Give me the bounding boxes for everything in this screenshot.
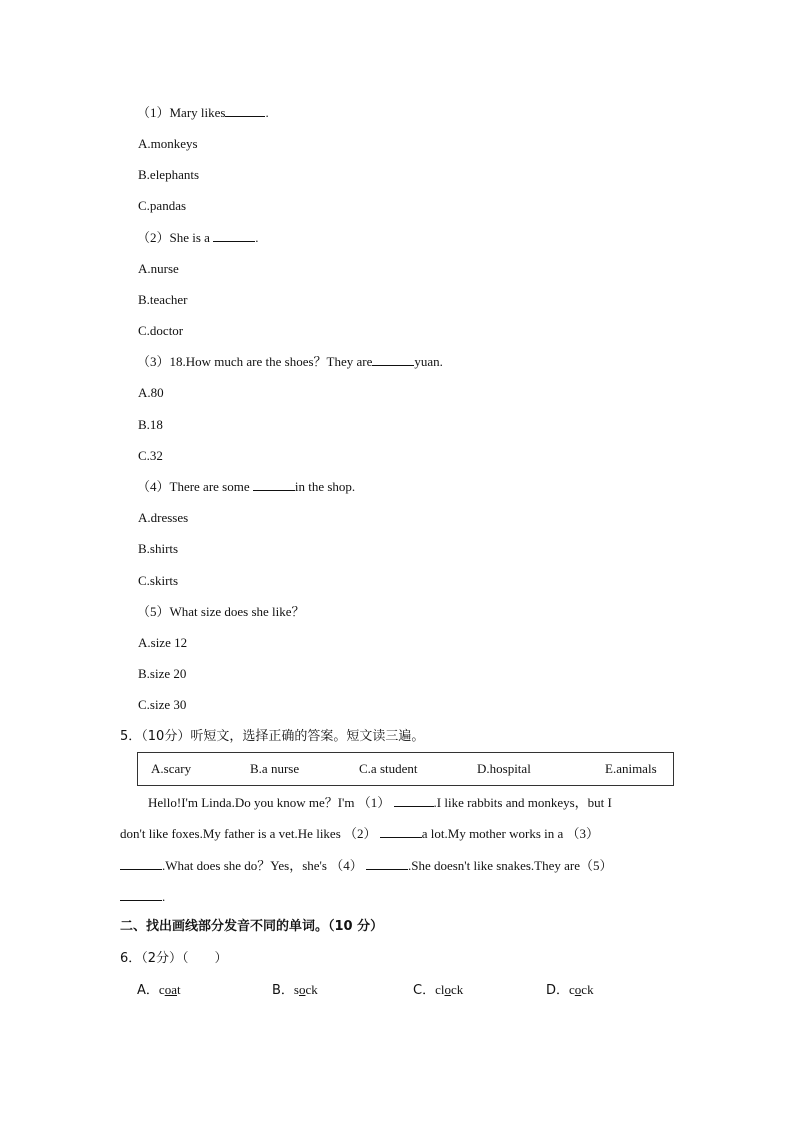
passage-line-2 — [120, 825, 599, 843]
word-part: ck — [305, 982, 318, 997]
option-b: B.teacher — [138, 292, 188, 307]
passage-text: Hello!I'm Linda.Do you know me？I'm （1） — [148, 795, 391, 810]
answer-blank — [253, 478, 295, 491]
answer-blank — [380, 825, 422, 838]
option-b: B.18 — [138, 417, 163, 432]
option-label: D． — [546, 983, 570, 998]
passage-text: . — [162, 889, 166, 904]
passage-text: don't like foxes.My father is a vet.He likes （2） — [120, 826, 377, 841]
word-bank — [137, 752, 674, 786]
question-text: （3）18.How much are the shoes？They are — [137, 354, 373, 369]
q6-option-d — [546, 981, 594, 1000]
word-bank-item: B.a nurse — [250, 761, 300, 776]
underlined-part: oa — [164, 982, 177, 997]
option-b: B.shirts — [138, 541, 179, 556]
word-bank-item: D.hospital — [477, 761, 531, 776]
passage-text: .I like rabbits and monkeys，but I — [433, 795, 612, 810]
question-6-title: 6．（2分）（ ） — [120, 951, 228, 966]
question-suffix: in the shop. — [294, 479, 356, 494]
q6-option-c — [413, 981, 463, 1000]
option-b: B.elephants — [138, 167, 200, 182]
question-2 — [137, 229, 258, 247]
option-b: B.size 20 — [138, 666, 187, 681]
option-a: A.size 12 — [138, 635, 188, 650]
question-text: （1）Mary likes — [137, 105, 226, 120]
passage-line-1 — [148, 794, 612, 812]
question-suffix: yuan. — [414, 354, 443, 369]
option-label: B． — [272, 983, 294, 998]
question-text: （4）There are some — [137, 479, 253, 494]
option-c: C.doctor — [138, 323, 184, 338]
answer-blank — [394, 794, 434, 807]
section-heading: 二、找出画线部分发音不同的单词。（10 分） — [120, 919, 384, 934]
word-bank-item: E.animals — [605, 761, 657, 776]
option-label: A． — [137, 983, 159, 998]
question-text: （2）She is a — [137, 230, 214, 245]
word-part: ck — [581, 982, 594, 997]
passage-text: .What does she do？Yes，she's （4） — [162, 858, 363, 873]
option-c: C.skirts — [138, 573, 179, 588]
underlined-part: o — [444, 982, 451, 997]
answer-blank — [225, 104, 265, 117]
option-c: C.32 — [138, 448, 163, 463]
question-1 — [137, 104, 269, 122]
underlined-part: o — [298, 982, 306, 997]
question-3 — [137, 353, 443, 371]
q6-option-b — [272, 981, 318, 1000]
option-label: C． — [413, 983, 436, 998]
passage-text: a lot.My mother works in a （3） — [421, 826, 600, 841]
word-part: t — [176, 982, 181, 997]
question-suffix: . — [255, 230, 259, 245]
question-text: （5）What size does she like？ — [137, 604, 305, 619]
answer-blank — [372, 353, 414, 366]
option-a: A.nurse — [138, 261, 179, 276]
q6-option-a — [137, 981, 181, 1000]
answer-blank — [120, 857, 162, 870]
question-5 — [137, 603, 305, 621]
passage-line-4 — [120, 888, 165, 906]
passage-text: .She doesn't like snakes.They are（5） — [407, 858, 613, 873]
word-part: c — [158, 982, 165, 997]
option-a: A.80 — [138, 385, 164, 400]
option-c: C.pandas — [138, 198, 187, 213]
passage-line-3 — [120, 857, 612, 875]
answer-blank — [213, 229, 255, 242]
word-part: c — [569, 982, 575, 997]
question-4 — [137, 478, 355, 496]
option-a: A.monkeys — [138, 136, 198, 151]
answer-blank — [366, 857, 408, 870]
option-a: A.dresses — [138, 510, 189, 525]
word-part: cl — [435, 982, 445, 997]
word-bank-item: A.scary — [151, 761, 192, 776]
question-suffix: . — [265, 105, 269, 120]
word-part: ck — [450, 982, 464, 997]
word-part: s — [293, 982, 299, 997]
answer-blank — [120, 888, 162, 901]
word-bank-item: C.a student — [359, 761, 418, 776]
option-c: C.size 30 — [138, 697, 187, 712]
question-5-title: 5．（10分）听短文，选择正确的答案。短文读三遍。 — [120, 729, 425, 744]
underlined-part: o — [574, 982, 582, 997]
